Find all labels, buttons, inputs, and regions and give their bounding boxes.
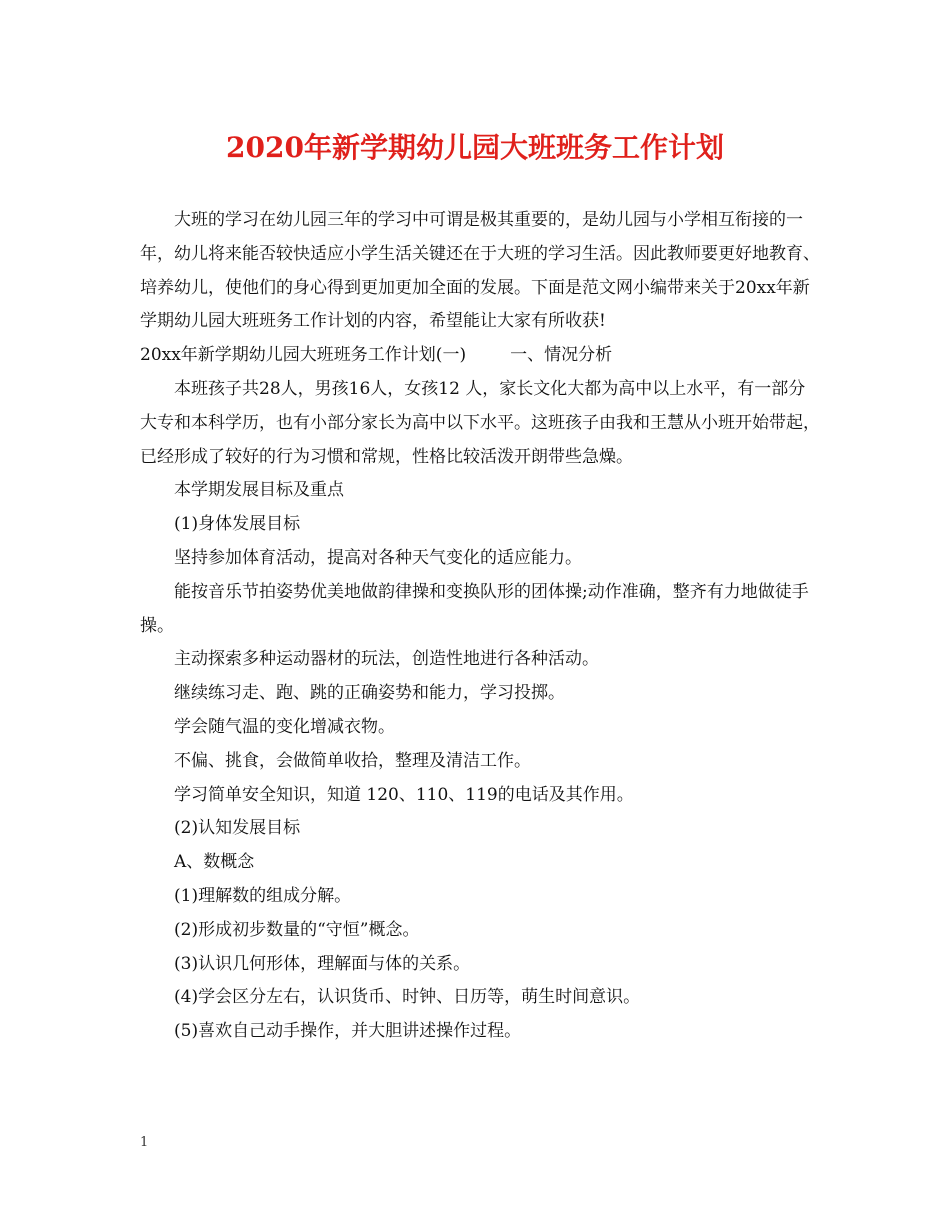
number-concept-item: (3)认识几何形体，理解面与体的关系。 xyxy=(174,953,471,974)
physical-goal-item: 能按音乐节拍姿势优美地做韵律操和变换队形的团体操;动作准确，整齐有力地做徒手操。 xyxy=(140,581,809,636)
number-concept-heading: A、数概念 xyxy=(174,852,255,873)
cognitive-goals-heading: (2)认知发展目标 xyxy=(174,818,301,839)
physical-goal-item: 主动探索多种运动器材的玩法，创造性地进行各种活动。 xyxy=(174,649,599,670)
number-concept-item: (2)形成初步数量的“守恒”概念。 xyxy=(174,919,420,940)
number-concept-item: (4)学会区分左右，认识货币、时钟、日历等，萌生时间意识。 xyxy=(174,987,641,1008)
page-number: 1 xyxy=(140,1135,149,1150)
document-title: 2020年新学期幼儿园大班班务工作计划 xyxy=(226,131,724,164)
intro-paragraph: 大班的学习在幼儿园三年的学习中可谓是极其重要的，是幼儿园与小学相互衔接的一年，幼儿将来能否较快适应小学生活关键还在于大班的学习生活。因此教师要更好地教育、培养幼儿，使他们的身心得到更加更加全面的发展。下面是范文网小编带来关于20xx年新学期幼儿园大班班务工作计划的内容，希望能让大家有所收获! xyxy=(140,210,820,332)
physical-goal-item: 坚持参加体育活动，提高对各种天气变化的适应能力。 xyxy=(174,547,582,568)
physical-goal-item: 继续练习走、跑、跳的正确姿势和能力，学习投掷。 xyxy=(174,683,565,704)
section-heading: 20xx年新学期幼儿园大班班务工作计划(一) xyxy=(140,345,467,366)
document-body xyxy=(140,204,820,1049)
number-concept-item: (5)喜欢自己动手操作，并大胆讲述操作过程。 xyxy=(174,1021,522,1042)
section-heading-line xyxy=(140,339,820,373)
section-subheading: 一、情况分析 xyxy=(510,345,613,366)
number-concept-item: (1)理解数的组成分解。 xyxy=(174,885,352,906)
situation-paragraph: 本班孩子共28人，男孩16人，女孩12 人，家长文化大都为高中以上水平，有一部分大专和本科学历，也有小部分家长为高中以下水平。这班孩子由我和王慧从小班开始带起，已经形成了较好的行为习惯和常规，性格比较活泼开朗带些急燥。 xyxy=(140,378,820,467)
physical-goal-item: 学会随气温的变化增减衣物。 xyxy=(174,716,395,737)
physical-goals-heading: (1)身体发展目标 xyxy=(174,514,301,535)
physical-goal-item: 学习简单安全知识，知道 120、110、119的电话及其作用。 xyxy=(174,784,634,805)
goals-heading: 本学期发展目标及重点 xyxy=(174,480,344,501)
physical-goal-item: 不偏、挑食，会做简单收拾，整理及清洁工作。 xyxy=(174,750,531,771)
